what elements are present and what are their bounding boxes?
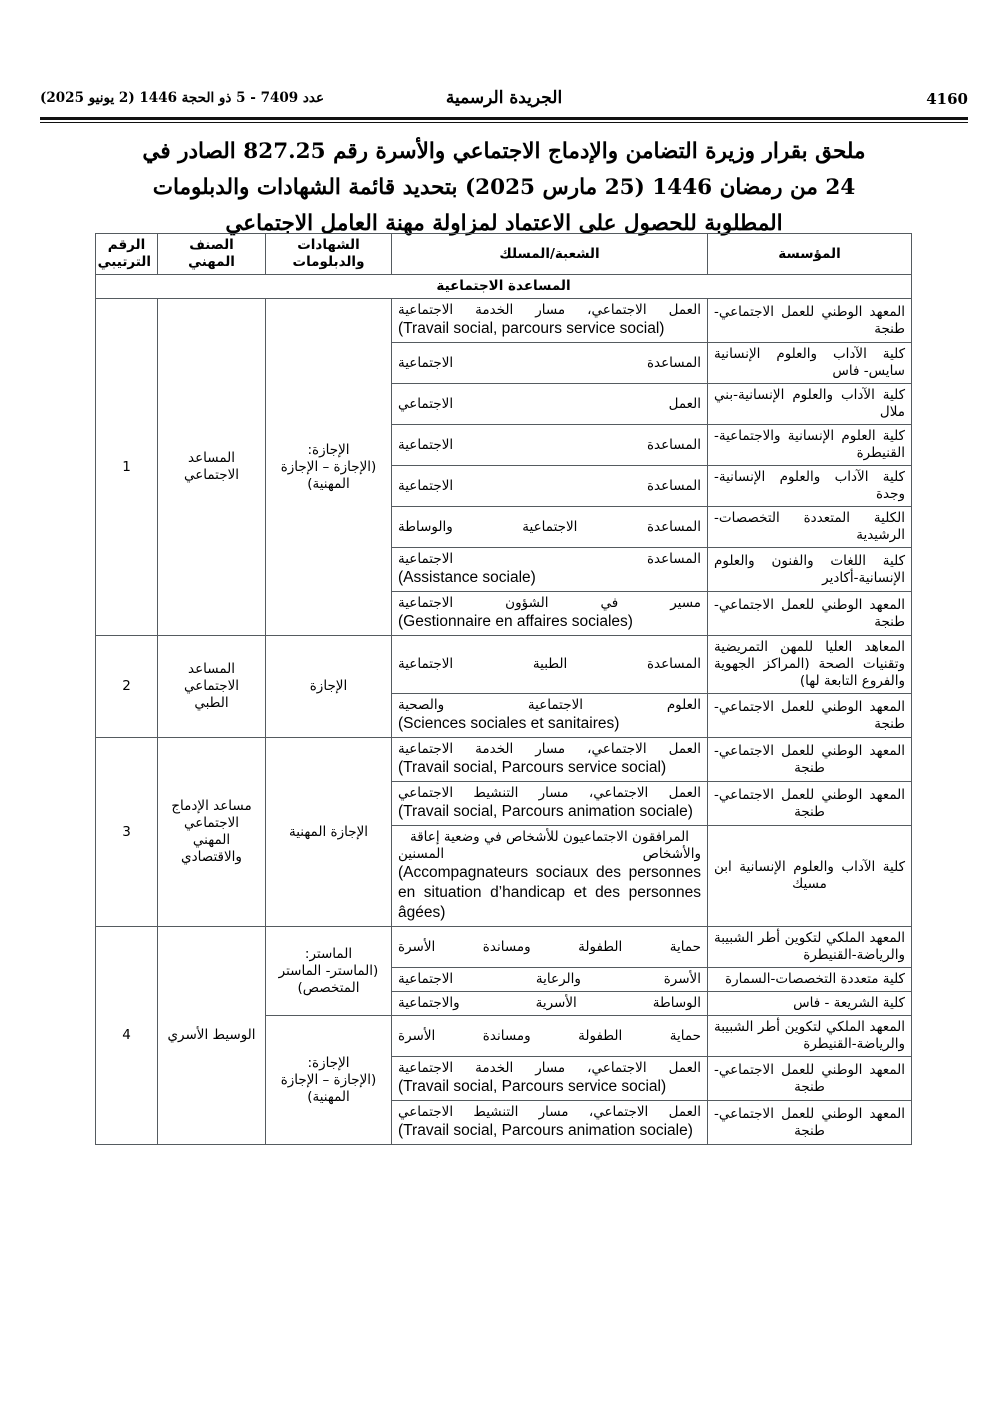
cell-institution: المعهد الوطني للعمل الاجتماعي-طنجة [708, 782, 912, 826]
cell-institution: الكلية المتعددة التخصصات- الرشيدية [708, 507, 912, 548]
branch-french: (Travail social, Parcours service social) [398, 759, 667, 776]
branch-arabic: الوساطة الأسرية والاجتماعية [398, 995, 701, 1011]
cell-institution: كلية الآداب والعلوم الإنسانية سايس- فاس [708, 343, 912, 384]
cell-institution: المعهد الوطني للعمل الاجتماعي-طنجة [708, 738, 912, 782]
category-line-1: الوسيط الأسري [167, 1027, 256, 1043]
branch-arabic: العلوم الاجتماعية والصحية [398, 697, 701, 713]
diplomas-table-wrap [96, 233, 912, 1145]
table-head [96, 234, 912, 275]
cell-branch [392, 1016, 708, 1057]
branch-arabic: مسير في الشؤون الاجتماعية [398, 595, 701, 611]
table-row [96, 738, 912, 782]
cell-branch [392, 992, 708, 1016]
cell-branch [392, 592, 708, 636]
branch-arabic: العمل الاجتماعي، مسار التنشيط الاجتماعي [398, 1104, 701, 1120]
cell-institution: كلية الشريعة - فاس [708, 992, 912, 1016]
cell-institution: كلية متعددة التخصصات-السمارة [708, 968, 912, 992]
cell-diploma [266, 1016, 392, 1145]
cell-institution: المعاهد العليا للمهن التمريضية وتقنيات الصحة (المراكز الجهوية والفروع التابعة لها) [708, 636, 912, 694]
cell-institution: كلية الآداب والعلوم الإنسانية ابن مسيك [708, 826, 912, 927]
cell-branch [392, 738, 708, 782]
category-line-2: الاجتماعي [183, 678, 240, 694]
cell-branch [392, 343, 708, 384]
issue-reference: عدد 7409 - 5 ذو الحجة 1446 (2 يونيو 2025) [40, 90, 325, 106]
category-line-1: المساعد [188, 450, 235, 466]
branch-french: (Sciences sociales et sanitaires) [398, 715, 620, 732]
category-line-1: المساعد [188, 661, 235, 677]
col-header-diplomas [266, 234, 392, 275]
branch-arabic: المساعدة الاجتماعية [398, 436, 701, 453]
cell-branch [392, 548, 708, 592]
branch-arabic: المساعدة الطبية الاجتماعية [398, 656, 701, 672]
section-title: المساعدة الاجتماعية [96, 275, 912, 299]
col-header-branch: الشعبة/المسلك [392, 234, 708, 275]
cell-institution: كلية اللغات والفنون والعلوم الإنسانية-أكادير [708, 548, 912, 592]
cell-diploma [266, 927, 392, 1016]
cell-order-number: 1 [96, 299, 158, 636]
branch-arabic: المساعدة الاجتماعية والوساطة [398, 518, 701, 535]
cell-branch [392, 1057, 708, 1101]
cell-institution: المعهد الوطني للعمل الاجتماعي-طنجة [708, 592, 912, 636]
cell-order-number: 2 [96, 636, 158, 738]
branch-french: (Travail social, Parcours animation sociale) [398, 803, 693, 820]
title-line-3: المطلوبة للحصول على الاعتماد لمزاولة مهنة العامل الاجتماعي [225, 211, 783, 236]
diploma-line-1: الماستر: [304, 945, 353, 962]
table-row [96, 299, 912, 343]
cell-branch [392, 466, 708, 507]
category-line-4: والاقتصادي [181, 849, 242, 865]
category-line-3: المهني [192, 832, 231, 848]
diploma-line-2: (الماستر- الماستر [278, 962, 379, 979]
category-line-3: الطبي [194, 695, 229, 711]
publication-title: الجريدة الرسمية [445, 88, 563, 108]
cell-institution: المعهد الملكي لتكوين أطر الشبيبة والرياضة-القنيطرة [708, 927, 912, 968]
table-row [96, 927, 912, 968]
branch-arabic: العمل الاجتماعي، مسار الخدمة الاجتماعية [398, 302, 701, 318]
branch-french: (Travail social, parcours service social) [398, 320, 665, 337]
cell-institution: كلية العلوم الإنسانية والاجتماعية-القنيطرة [708, 425, 912, 466]
diploma-line-1: الإجازة: [307, 441, 350, 458]
col-header-category: الصنف المهني [158, 234, 266, 275]
branch-arabic: المساعدة الاجتماعية [398, 354, 701, 371]
branch-french: (Gestionnaire en affaires sociales) [398, 613, 633, 630]
col-header-order [96, 234, 158, 275]
running-head [40, 88, 968, 114]
cell-category [158, 738, 266, 927]
cell-category [158, 636, 266, 738]
section-header-row [96, 275, 912, 299]
cell-branch [392, 927, 708, 968]
branch-arabic: العمل الاجتماعي [398, 395, 701, 412]
branch-arabic: المرافقون الاجتماعيون للأشخاص في وضعية إعاقة والأشخاص المسنين [398, 829, 701, 862]
cell-institution: كلية الآداب والعلوم الإنسانية-بني ملال [708, 384, 912, 425]
table-header-row [96, 234, 912, 275]
cell-branch [392, 299, 708, 343]
cell-branch [392, 826, 708, 927]
category-line-2: الاجتماعي [183, 467, 240, 483]
cell-category [158, 299, 266, 636]
category-line-1: مساعد الإدماج [171, 798, 252, 814]
cell-institution: كلية الآداب والعلوم الإنسانية- وجدة [708, 466, 912, 507]
document-title [104, 134, 904, 242]
cell-branch [392, 636, 708, 694]
cell-branch [392, 968, 708, 992]
diploma-line-1: الإجازة المهنية [288, 823, 369, 840]
branch-arabic: حماية الطفولة ومساندة الأسرة [398, 938, 701, 955]
cell-order-number: 4 [96, 927, 158, 1145]
branch-french: (Travail social, Parcours animation sociale) [398, 1122, 693, 1139]
cell-institution: المعهد الوطني للعمل الاجتماعي-طنجة [708, 1057, 912, 1101]
branch-arabic: المساعدة الاجتماعية [398, 551, 701, 567]
diploma-line-3: المهنية) [307, 1088, 350, 1105]
cell-institution: المعهد الملكي لتكوين أطر الشبيبة والرياضة-القنيطرة [708, 1016, 912, 1057]
col-header-diplomas-line1: الشهادات [297, 237, 360, 253]
category-line-2: الاجتماعي [183, 815, 240, 831]
branch-french: (Accompagnateurs sociaux des personnes en situation d’handicap et des personnes âgées) [398, 864, 701, 921]
diploma-line-2: (الإجازة – الإجازة [280, 458, 377, 475]
branch-arabic: العمل الاجتماعي، مسار الخدمة الاجتماعية [398, 1060, 701, 1076]
col-header-diplomas-line2: والدبلومات [292, 254, 365, 270]
diploma-line-3: المهنية) [307, 475, 350, 492]
cell-institution: المعهد الوطني للعمل الاجتماعي-طنجة [708, 694, 912, 738]
table-row [96, 636, 912, 694]
cell-category [158, 927, 266, 1145]
branch-arabic: الأسرة والرعاية الاجتماعية [398, 971, 701, 987]
divider-thin-line [40, 122, 968, 124]
cell-diploma [266, 636, 392, 738]
diploma-line-3: المتخصص) [297, 979, 360, 996]
cell-branch [392, 782, 708, 826]
cell-institution: المعهد الوطني للعمل الاجتماعي-طنجة [708, 1101, 912, 1145]
table-body [96, 275, 912, 1145]
col-header-institution: المؤسسة [708, 234, 912, 275]
cell-branch [392, 507, 708, 548]
branch-arabic: حماية الطفولة ومساندة الأسرة [398, 1027, 701, 1044]
title-line-2: 24 من رمضان 1446 (25 مارس 2025) بتحديد قائمة الشهادات والدبلومات [152, 175, 856, 200]
cell-order-number: 3 [96, 738, 158, 927]
title-line-1: ملحق بقرار وزيرة التضامن والإدماج الاجتماعي والأسرة رقم 827.25 الصادر في [142, 139, 866, 164]
diploma-line-1: الإجازة: [307, 1054, 350, 1071]
page-number: 4160 [926, 90, 968, 108]
header-divider [40, 117, 968, 123]
diplomas-table [95, 233, 912, 1145]
cell-branch [392, 694, 708, 738]
branch-arabic: العمل الاجتماعي، مسار التنشيط الاجتماعي [398, 785, 701, 801]
branch-french: (Assistance sociale) [398, 569, 536, 586]
cell-diploma [266, 299, 392, 636]
branch-arabic: المساعدة الاجتماعية [398, 477, 701, 494]
col-header-order-line2: الترتيبي [97, 254, 151, 270]
diploma-line-2: (الإجازة – الإجازة [280, 1071, 377, 1088]
cell-institution: المعهد الوطني للعمل الاجتماعي-طنجة [708, 299, 912, 343]
cell-branch [392, 384, 708, 425]
cell-branch [392, 1101, 708, 1145]
branch-french: (Travail social, Parcours service social) [398, 1078, 667, 1095]
branch-arabic: العمل الاجتماعي، مسار الخدمة الاجتماعية [398, 741, 701, 757]
diploma-line-1: الإجازة [309, 678, 348, 694]
cell-branch [392, 425, 708, 466]
cell-diploma [266, 738, 392, 927]
col-header-order-line1: الرقم [107, 237, 146, 253]
